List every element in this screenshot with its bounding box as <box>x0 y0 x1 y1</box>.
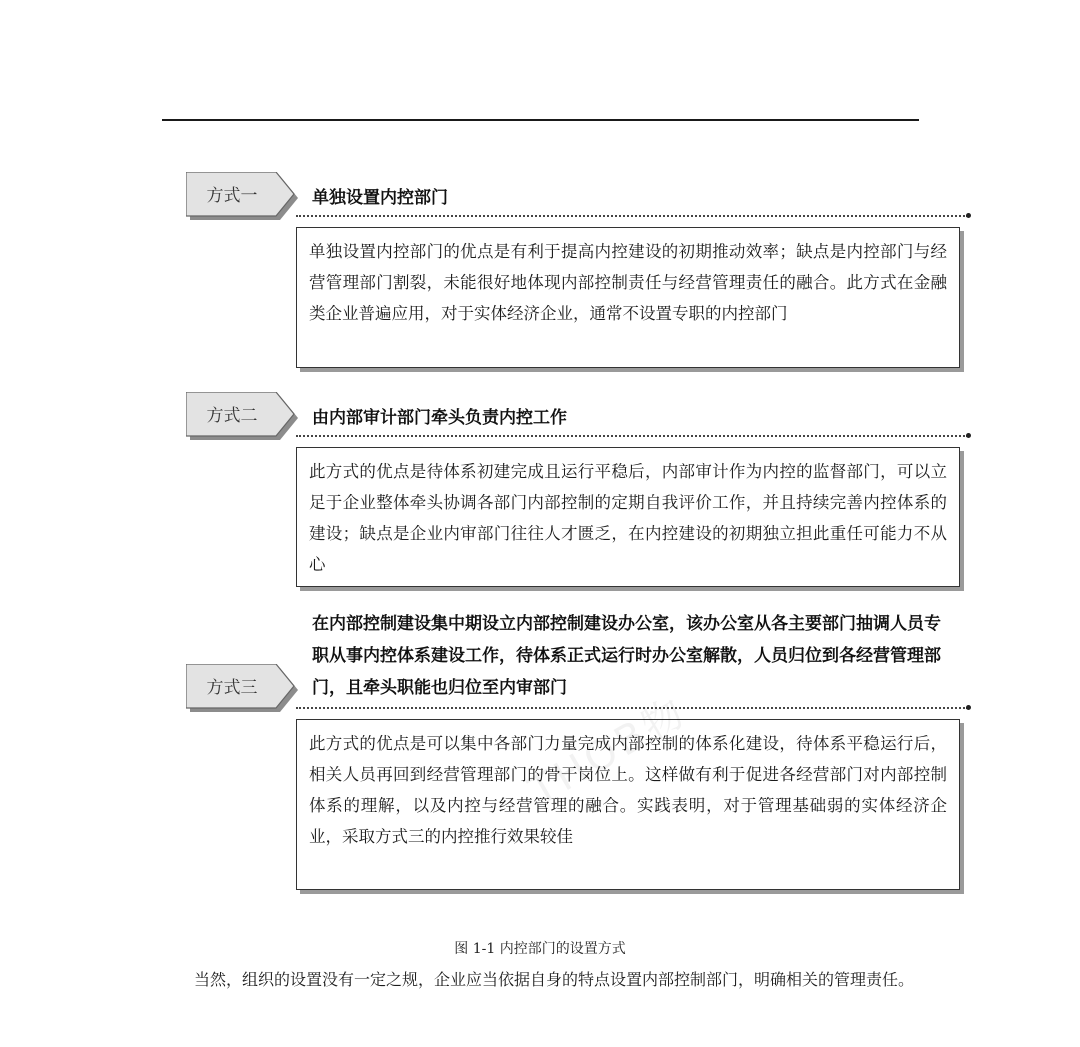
watermark: THOB物 <box>521 688 696 815</box>
top-rule <box>162 119 919 121</box>
method-3-description: 此方式的优点是可以集中各部门力量完成内部控制的体系化建设，待体系平稳运行后，相关人员再回到经营管理部门的骨干岗位上。这样做有利于促进各经营部门对内部控制体系的理解，以及内控与经营管理的融合。实践表明，对于管理基础弱的实体经济企业，采取方式三的内控推行效果较佳 <box>309 734 947 846</box>
method-1-divider-endpoint <box>966 213 971 218</box>
method-2-tab-label: 方式二 <box>206 405 258 426</box>
method-2-divider-endpoint <box>966 433 971 438</box>
method-2-description: 此方式的优点是待体系初建完成且运行平稳后，内部审计作为内控的监督部门，可以立足于企业整体牵头协调各部门内部控制的定期自我评价工作，并且持续完善内控体系的建设；缺点是企业内审部门往往人才匮乏，在内控建设的初期独立担此重任可能力不从心 <box>309 462 947 574</box>
figure-caption: 图 1-1 内控部门的设置方式 <box>454 941 626 957</box>
method-1-description-box <box>296 227 960 368</box>
method-3-tab <box>186 664 300 710</box>
method-2-dotted-divider <box>296 435 968 437</box>
method-2-heading: 由内部审计部门牵头负责内控工作 <box>312 408 567 428</box>
method-2-tab <box>186 392 300 438</box>
method-1-heading: 单独设置内控部门 <box>312 188 448 208</box>
method-3-heading: 在内部控制建设集中期设立内部控制建设办公室，该办公室从各主要部门抽调人员专职从事内控体系建设工作，待体系正式运行时办公室解散，人员归位到各经营管理部门，且牵头职能也归位至内审部门 <box>312 614 941 698</box>
method-2-description-box <box>296 447 960 587</box>
method-3-divider-endpoint <box>966 705 971 710</box>
method-3-tab-label: 方式三 <box>206 677 258 698</box>
method-1-tab <box>186 172 300 218</box>
body-paragraph: 当然，组织的设置没有一定之规，企业应当依据自身的特点设置内部控制部门，明确相关的管理责任。 <box>194 970 915 989</box>
method-1-tab-label: 方式一 <box>206 185 258 206</box>
method-1-dotted-divider <box>296 215 968 217</box>
method-1-description: 单独设置内控部门的优点是有利于提高内控建设的初期推动效率；缺点是内控部门与经营管理部门割裂，未能很好地体现内部控制责任与经营管理责任的融合。此方式在金融类企业普遍应用，对于实体经济企业，通常不设置专职的内控部门 <box>309 242 947 323</box>
